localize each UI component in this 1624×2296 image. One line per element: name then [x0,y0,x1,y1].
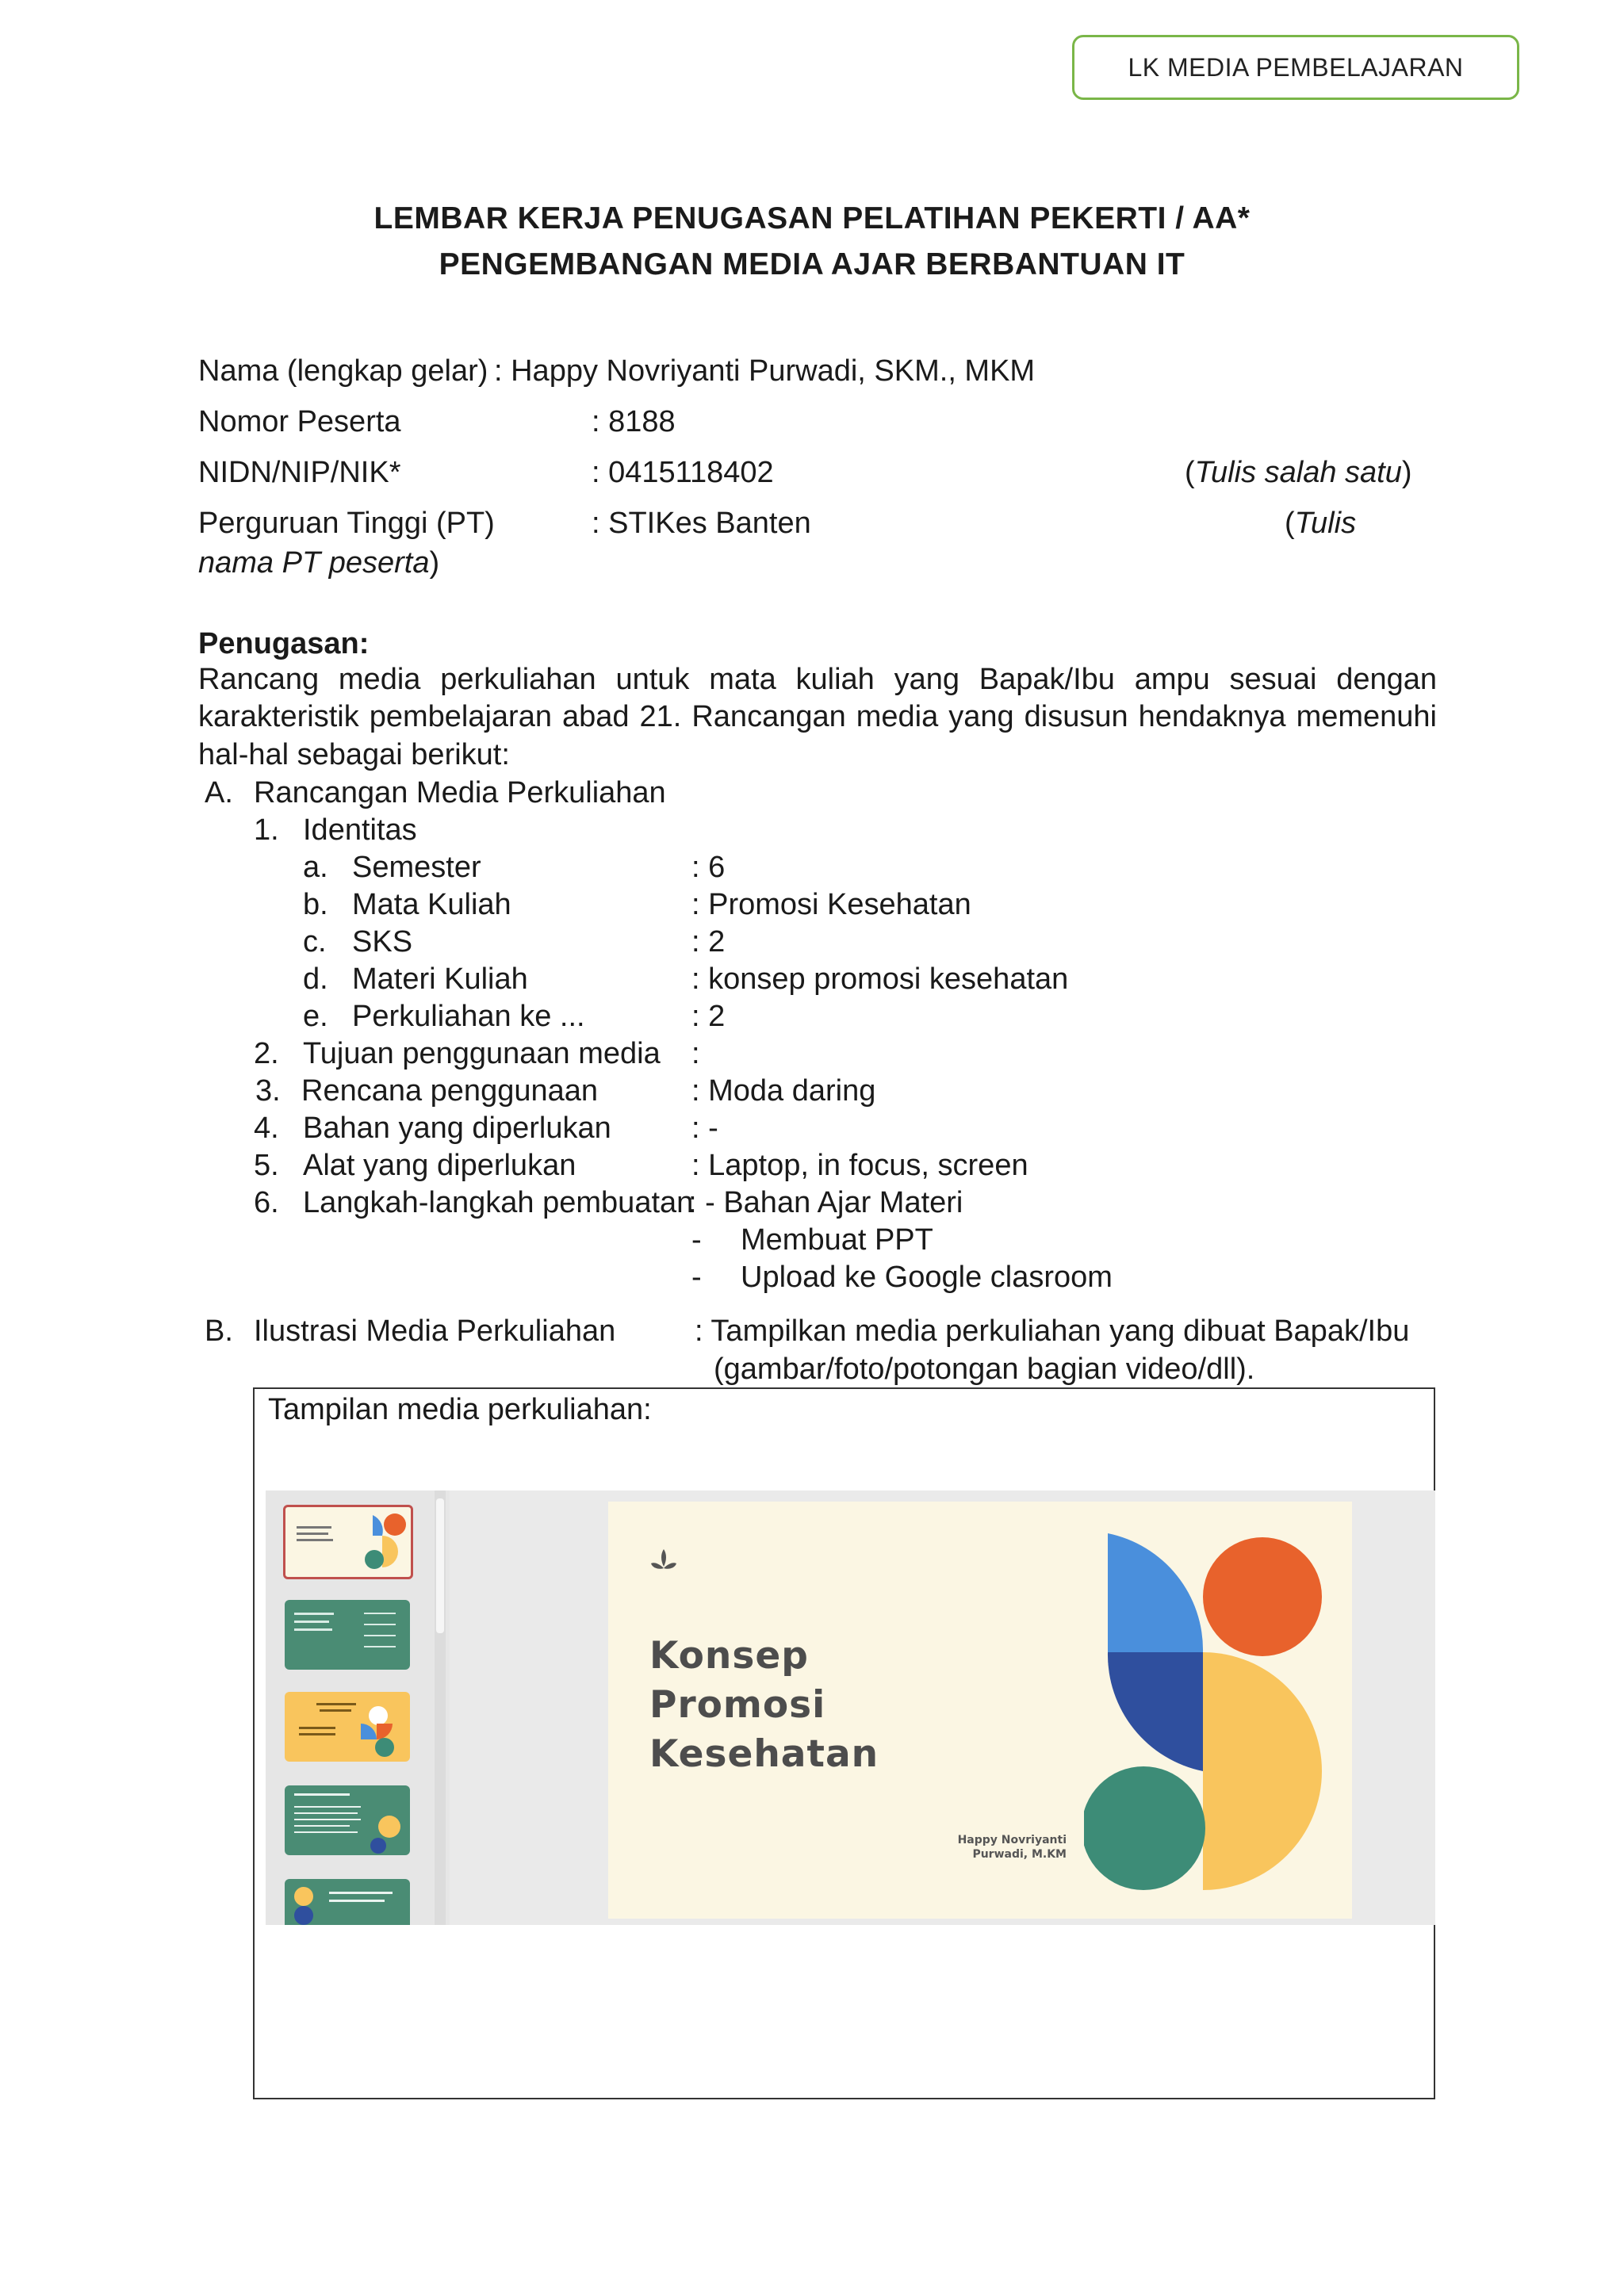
penugasan-line-1: Rancang media perkuliahan untuk mata kuliah yang Bapak/Ibu ampu sesuai dengan [198,663,1437,696]
item-4-num: 4. [254,1112,279,1145]
abstract-shapes-graphic [1084,1533,1338,1890]
step-1-text: Membuat PPT [741,1223,933,1257]
thumbnail-5-graphic [285,1879,410,1925]
section-a-marker: A. [205,776,233,809]
identitas-a-letter: a. [303,851,328,884]
identitas-a-value: : 6 [691,851,726,884]
slide-thumbnail-panel [266,1490,450,1925]
section-b-value-2: (gambar/foto/potongan bagian video/dll). [714,1353,1255,1386]
header-badge: LK MEDIA PEMBELAJARAN [1072,35,1519,100]
identitas-e-value: : 2 [691,1000,726,1033]
section-b-marker: B. [205,1314,233,1348]
nama-label: Nama (lengkap gelar) [198,354,488,388]
thumbnail-2-graphic [285,1600,410,1670]
item-6-label: Langkah-langkah pembuatan [303,1186,694,1219]
item-4-value: : - [691,1112,718,1145]
step-1-dash: - [691,1223,702,1257]
slide-thumbnail-1[interactable] [283,1505,413,1579]
section-b-label: Ilustrasi Media Perkuliahan [254,1314,616,1348]
document-title-line-2: PENGEMBANGAN MEDIA AJAR BERBANTUAN IT [439,247,1185,281]
identitas-b-value: : Promosi Kesehatan [691,888,971,921]
penugasan-line-3: hal-hal sebagai berikut: [198,738,510,771]
nidn-note: (Tulis salah satu) [1185,456,1412,489]
penugasan-line-2: karakteristik pembelajaran abad 21. Rancangan media yang disusun hendaknya memenuhi [198,700,1437,733]
nidn-value: : 0415118402 [592,456,774,489]
slide-title-line-2: Promosi [649,1683,826,1727]
slide-thumbnail-2[interactable] [285,1600,410,1670]
section-a-label: Rancangan Media Perkuliahan [254,776,666,809]
identitas-c-label: SKS [352,925,413,959]
identitas-e-label: Perkuliahan ke ... [352,1000,585,1033]
document-title-line-1: LEMBAR KERJA PENUGASAN PELATIHAN PEKERTI / AA* [373,201,1251,235]
item-5-num: 5. [254,1149,279,1182]
item-6-value: : - Bahan Ajar Materi [688,1186,963,1219]
leaf-icon [648,1544,680,1573]
item-1-label: Identitas [303,813,417,847]
pt-note-a: (Tulis [1285,507,1357,540]
pt-value: : STIKes Banten [592,507,811,540]
slide-author-line-1: Happy Novriyanti [957,1834,1067,1846]
nidn-label: NIDN/NIP/NIK* [198,456,401,489]
pt-note-b: nama PT peserta) [198,546,440,580]
identitas-b-label: Mata Kuliah [352,888,511,921]
slide-title-line-3: Kesehatan [649,1732,879,1776]
nomor-value: : 8188 [592,405,676,438]
identitas-b-letter: b. [303,888,328,921]
slide-author-line-2: Purwadi, M.KM [972,1848,1067,1861]
item-5-value: : Laptop, in focus, screen [691,1149,1028,1182]
slide-thumbnail-5[interactable] [285,1879,410,1925]
identitas-c-value: : 2 [691,925,726,959]
step-2-dash: - [691,1261,702,1294]
nama-value: : Happy Novriyanti Purwadi, SKM., MKM [494,354,1036,388]
item-2-num: 2. [254,1037,279,1070]
identitas-d-value: : konsep promosi kesehatan [691,962,1069,996]
item-2-label: Tujuan penggunaan media [303,1037,661,1070]
item-3-value: : Moda daring [691,1074,876,1108]
thumbnail-scrollbar-handle[interactable] [436,1498,444,1633]
identitas-d-letter: d. [303,962,328,996]
section-b-value-1: : Tampilkan media perkuliahan yang dibuat Bapak/Ibu [695,1314,1410,1348]
thumbnail-4-graphic [285,1785,410,1855]
item-3-label: Rencana penggunaan [301,1074,599,1108]
slide-title-line-1: Konsep [649,1634,809,1678]
item-1-num: 1. [254,813,279,847]
item-3-num: 3. [255,1074,281,1108]
slide-thumbnail-4[interactable] [285,1785,410,1855]
thumbnail-1-graphic [285,1507,411,1577]
slide-thumbnail-3[interactable] [285,1692,410,1762]
item-5-label: Alat yang diperlukan [303,1149,576,1182]
pt-label: Perguruan Tinggi (PT) [198,507,495,540]
identitas-d-label: Materi Kuliah [352,962,528,996]
presentation-screenshot [266,1490,1435,1925]
nomor-label: Nomor Peserta [198,405,401,438]
media-box-label: Tampilan media perkuliahan: [268,1393,652,1426]
item-2-value: : [691,1037,700,1070]
identitas-e-letter: e. [303,1000,328,1033]
identitas-c-letter: c. [303,925,327,959]
item-6-num: 6. [254,1186,279,1219]
identitas-a-label: Semester [352,851,481,884]
step-2-text: Upload ke Google clasroom [741,1261,1113,1294]
penugasan-heading: Penugasan: [198,627,370,660]
item-4-label: Bahan yang diperlukan [303,1112,611,1145]
main-slide [608,1502,1352,1919]
thumbnail-3-graphic [285,1692,410,1762]
